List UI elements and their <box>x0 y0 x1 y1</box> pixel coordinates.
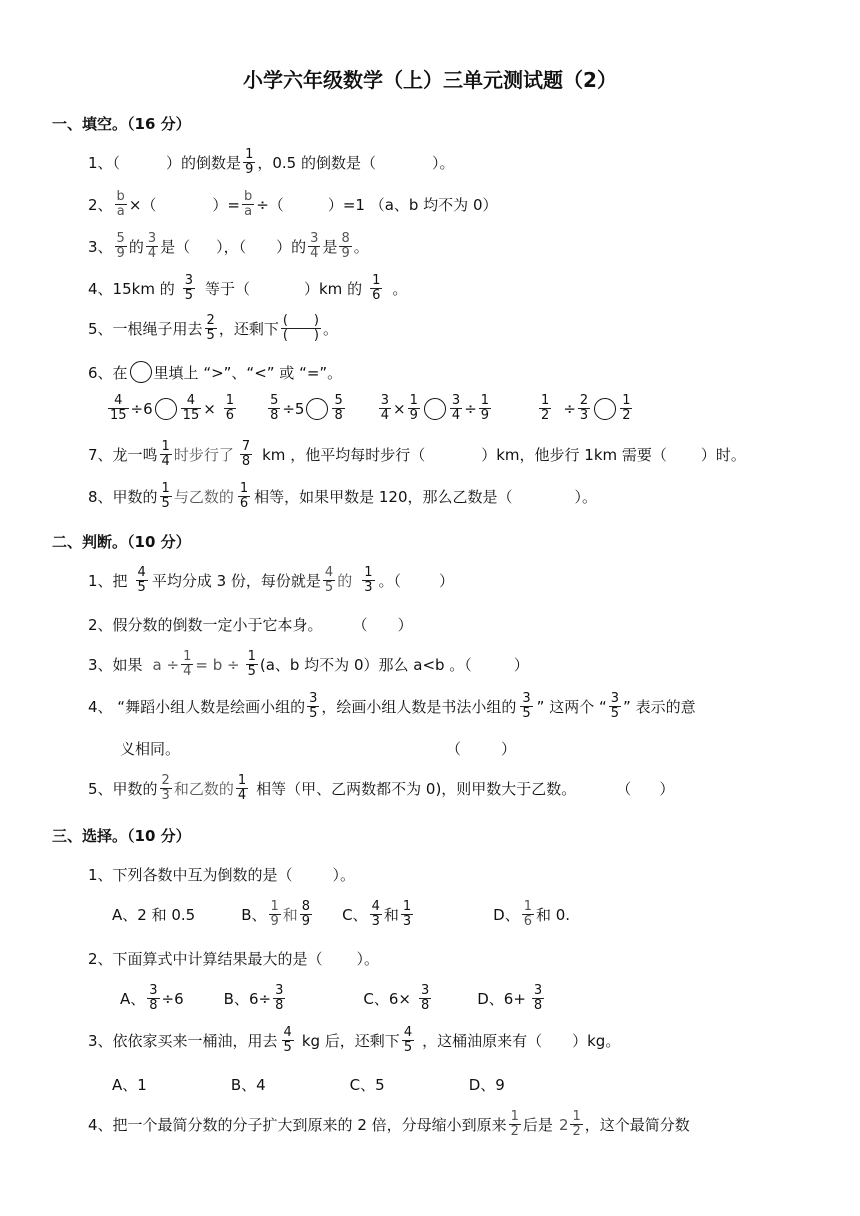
text: ，还剩下 <box>218 320 279 339</box>
question-fill-7 <box>88 440 746 470</box>
fraction <box>147 984 159 1014</box>
text: 是（ <box>160 238 191 257</box>
denominator: 8 <box>275 998 284 1014</box>
denominator: 8 <box>420 998 430 1014</box>
text: 时步行了 <box>173 446 234 465</box>
denominator: 6 <box>225 408 235 424</box>
section-heading-multiple-choice: 三、选择。（10 分） <box>52 827 191 845</box>
option-a[interactable]: A、1 <box>112 1076 147 1094</box>
fraction <box>181 394 202 424</box>
numerator: 1 <box>510 1109 519 1124</box>
text: 7、龙一鸣 <box>88 446 158 465</box>
fraction <box>339 232 351 262</box>
page-title: 小学六年级数学（上）三单元测试题（2） <box>243 68 617 92</box>
fraction <box>269 900 281 930</box>
fraction <box>307 692 319 722</box>
denominator: 5 <box>324 580 334 596</box>
compare-circle[interactable] <box>130 361 152 383</box>
text: 。（ <box>378 572 402 591</box>
numerator: 1 <box>239 481 249 496</box>
fraction <box>238 482 250 512</box>
question-judge-2 <box>88 614 413 635</box>
denominator: 6 <box>239 496 249 512</box>
operator: × <box>203 399 216 418</box>
denominator: 4 <box>451 408 461 424</box>
text: C、6× <box>363 990 411 1009</box>
question-fill-4 <box>88 274 407 304</box>
option-d[interactable] <box>477 984 546 1014</box>
denominator: 8 <box>270 408 279 424</box>
numerator: 1 <box>270 899 279 914</box>
fraction <box>408 394 420 424</box>
option-d[interactable] <box>493 900 570 930</box>
fraction <box>181 650 193 680</box>
numerator: 1 <box>161 439 170 454</box>
fraction <box>609 692 621 722</box>
denominator: 4 <box>310 246 319 262</box>
fraction <box>402 1026 414 1056</box>
question-fill-6 <box>88 361 342 383</box>
text: ，0.5 的倒数是（ <box>257 154 376 173</box>
text: 6、在 <box>88 363 128 382</box>
numerator: 1 <box>372 273 381 288</box>
fraction <box>532 984 544 1014</box>
numerator: 4 <box>186 393 196 408</box>
denominator: 4 <box>161 454 170 470</box>
text: 和乙数的 <box>173 780 234 799</box>
text: 4、15km 的 <box>88 280 175 299</box>
numerator: 8 <box>341 231 350 246</box>
text: 5、甲数的 <box>88 780 158 799</box>
denominator: 4 <box>147 246 157 262</box>
denominator: 5 <box>137 580 146 596</box>
text: 3、依依家买来一桶油，用去 <box>88 1032 278 1051</box>
denominator: 15 <box>182 408 200 424</box>
question-choice-1 <box>88 864 355 885</box>
fraction <box>300 900 312 930</box>
text: ÷（ <box>256 196 284 215</box>
denominator: 8 <box>533 998 543 1014</box>
text: 和 0. <box>535 906 571 925</box>
numerator: 3 <box>420 983 430 998</box>
fraction <box>115 190 127 220</box>
text: 义相同。 <box>120 740 181 758</box>
text: 与乙数的 <box>173 488 234 507</box>
numerator: 5 <box>116 231 125 246</box>
numerator: b <box>243 189 253 204</box>
question-fill-3 <box>88 232 369 262</box>
text: ） <box>397 616 413 634</box>
numerator: 4 <box>371 899 380 914</box>
denominator: 5 <box>161 496 170 512</box>
fraction <box>224 394 236 424</box>
whole-number: 2 <box>558 1115 569 1134</box>
numerator: 1 <box>523 899 532 914</box>
denominator: 3 <box>364 580 373 596</box>
numerator: 1 <box>402 899 412 914</box>
denominator: 2 <box>541 408 550 424</box>
compare-circle[interactable] <box>594 398 616 420</box>
denominator: 15 <box>110 408 127 424</box>
denominator: 5 <box>403 1040 413 1056</box>
denominator: 9 <box>301 914 311 930</box>
text: （ <box>352 616 368 634</box>
fraction <box>578 394 590 424</box>
fraction <box>160 774 172 804</box>
fraction <box>479 394 491 424</box>
numerator: 1 <box>237 773 247 788</box>
numerator: 1 <box>245 147 254 162</box>
fraction <box>243 148 255 178</box>
denominator: 5 <box>283 1040 292 1056</box>
fraction <box>146 232 158 262</box>
fraction <box>268 394 280 424</box>
section-heading-fill-blank: 一、填空。（16 分） <box>52 115 191 133</box>
question-choice-4 <box>88 1110 690 1140</box>
text: 和 <box>282 906 298 925</box>
text: ，这个最简分数 <box>584 1116 690 1135</box>
text: ） <box>513 656 529 675</box>
numerator: 4 <box>283 1025 292 1040</box>
fraction <box>236 774 248 804</box>
denominator: 3 <box>371 914 380 930</box>
question-judge-3 <box>88 650 529 680</box>
text: ）。 <box>356 950 380 968</box>
option-c[interactable] <box>363 984 433 1014</box>
text: 后是 <box>522 1116 553 1135</box>
text: ）的 <box>276 238 307 257</box>
denominator: 2 <box>572 1124 581 1140</box>
numerator: 1 <box>409 393 418 408</box>
fraction-blank[interactable] <box>281 314 321 344</box>
fraction <box>160 482 172 512</box>
fraction <box>108 394 129 424</box>
denominator: 4 <box>183 664 192 680</box>
option-d[interactable]: D、9 <box>468 1076 505 1094</box>
text: 平均分成 3 份，每份就是 <box>151 572 321 591</box>
option-a[interactable] <box>120 984 184 1014</box>
numerator: 4 <box>324 565 334 580</box>
denominator: 5 <box>206 328 215 344</box>
fraction <box>419 984 431 1014</box>
choice-options-1 <box>112 900 570 930</box>
option-b[interactable] <box>224 984 288 1014</box>
text: A、 <box>120 990 146 1009</box>
text: ）=1 （a、b 均不为 0） <box>327 196 498 215</box>
denominator: 4 <box>380 408 390 424</box>
text: ）。 <box>332 866 356 884</box>
denominator: 4 <box>237 788 247 804</box>
denominator: 9 <box>480 408 490 424</box>
text: ，绘画小组人数是书法小组的 <box>321 698 517 717</box>
numerator: 2 <box>161 773 170 788</box>
fraction <box>282 1026 294 1056</box>
choice-options-3 <box>112 1074 505 1095</box>
denominator: 6 <box>372 288 381 304</box>
denominator: a <box>244 204 253 220</box>
text: 4、 “舞蹈小组人数是绘画小组的 <box>88 698 306 717</box>
comparison-row <box>106 394 634 424</box>
operator: ÷ <box>563 399 576 418</box>
text: B、6÷ <box>223 990 272 1009</box>
numerator: 1 <box>183 649 192 664</box>
numerator: ( ) <box>282 313 319 328</box>
text: 的 <box>337 572 353 591</box>
compare-circle[interactable] <box>155 398 177 420</box>
text: 2、 <box>88 196 113 215</box>
fraction <box>401 900 413 930</box>
section-heading-true-false: 二、判断。（10 分） <box>52 533 191 551</box>
fraction <box>308 232 320 262</box>
text: 1、（ <box>88 154 121 173</box>
fraction <box>183 274 195 304</box>
text: 。 <box>353 238 369 257</box>
denominator: 3 <box>161 788 170 804</box>
text: D、6+ <box>477 990 526 1009</box>
fraction <box>160 440 172 470</box>
denominator: 6 <box>523 914 532 930</box>
text: ）。 <box>431 154 455 173</box>
text: 相等（甲、乙两数都不为 0)，则甲数大于乙数。 <box>256 780 577 799</box>
text: ” 这两个 “ <box>536 698 607 717</box>
denominator: 9 <box>116 246 125 262</box>
text: 和 <box>383 906 399 925</box>
text: 8、甲数的 <box>88 488 158 507</box>
numerator: 5 <box>270 393 279 408</box>
denominator: 2 <box>510 1124 519 1140</box>
text: 4、把一个最简分数的分子扩大到原来的 2 倍，分母缩小到原来 <box>88 1116 507 1135</box>
fraction <box>370 274 382 304</box>
question-fill-1 <box>88 148 454 178</box>
numerator: 1 <box>161 481 170 496</box>
numerator: 3 <box>522 691 531 706</box>
numerator: 3 <box>310 231 319 246</box>
text: ） <box>659 780 675 799</box>
text: 3、如果 <box>88 656 143 675</box>
fraction <box>362 566 374 596</box>
question-judge-5 <box>88 774 674 804</box>
operator: × <box>393 399 406 418</box>
text: 相等，如果甲数是 120，那么乙数是（ <box>254 488 513 507</box>
numerator: 3 <box>380 393 390 408</box>
option-b[interactable] <box>241 900 314 930</box>
numerator: 1 <box>364 565 373 580</box>
compare-circle[interactable] <box>424 398 446 420</box>
text: 3、 <box>88 238 113 257</box>
question-judge-1 <box>88 566 454 596</box>
fraction <box>539 394 551 424</box>
fraction <box>450 394 462 424</box>
operator: ÷ <box>464 399 477 418</box>
numerator: 2 <box>206 313 215 328</box>
denominator: 9 <box>341 246 350 262</box>
text: ）时。 <box>700 446 746 465</box>
numerator: 1 <box>225 393 235 408</box>
text: (a、b 均不为 0）那么 a<b 。（ <box>259 656 472 675</box>
question-fill-5 <box>88 314 338 344</box>
fraction <box>522 900 534 930</box>
numerator: 4 <box>137 565 146 580</box>
denominator: 5 <box>309 706 318 722</box>
text: ）km 的 <box>304 280 363 299</box>
text: ÷6 <box>161 989 184 1008</box>
fraction <box>570 1110 582 1140</box>
text: （ <box>616 780 632 799</box>
numerator: 1 <box>541 393 550 408</box>
numerator: 1 <box>572 1109 581 1124</box>
denominator: 3 <box>402 914 412 930</box>
question-choice-3 <box>88 1026 620 1056</box>
denominator: ( ) <box>282 328 319 344</box>
numerator: 7 <box>241 439 251 454</box>
fraction <box>509 1110 521 1140</box>
text: 。 <box>323 320 339 339</box>
text: 5、一根绳子用去 <box>88 320 203 339</box>
numerator: 4 <box>114 393 123 408</box>
question-judge-4 <box>88 692 696 722</box>
denominator: 8 <box>149 998 158 1014</box>
fraction <box>115 232 127 262</box>
text: a ÷ <box>152 655 180 674</box>
denominator: 9 <box>270 914 279 930</box>
text: 的 <box>128 238 144 257</box>
fraction <box>332 394 344 424</box>
fraction <box>242 190 254 220</box>
option-c[interactable]: C、5 <box>349 1076 385 1094</box>
text: ）的倒数是 <box>166 154 242 173</box>
denominator: 5 <box>247 664 256 680</box>
text: D、 <box>493 906 520 925</box>
fraction <box>240 440 252 470</box>
text: ）kg。 <box>572 1032 621 1051</box>
numerator: 1 <box>247 649 256 664</box>
text: 里填上 “>”、“<” 或 “=”。 <box>153 363 343 382</box>
numerator: 2 <box>579 393 589 408</box>
question-choice-2 <box>88 948 379 969</box>
numerator: 3 <box>147 231 157 246</box>
operator: ÷6 <box>130 399 153 418</box>
text: ）。 <box>574 488 598 507</box>
question-fill-2 <box>88 190 498 220</box>
numerator: 3 <box>451 393 461 408</box>
numerator: b <box>116 189 125 204</box>
text: ） <box>439 572 455 591</box>
text: C、 <box>342 906 368 925</box>
denominator: 3 <box>579 408 589 424</box>
text: 1、下列各数中互为倒数的是（ <box>88 866 293 884</box>
option-b[interactable]: B、4 <box>230 1076 266 1094</box>
numerator: 3 <box>275 983 284 998</box>
text: ），（ <box>216 238 247 257</box>
text: 2、假分数的倒数一定小于它本身。 <box>88 616 323 634</box>
text: B、 <box>241 906 267 925</box>
numerator: 3 <box>533 983 543 998</box>
denominator: 5 <box>522 706 531 722</box>
denominator: 5 <box>610 706 620 722</box>
text: ） <box>501 740 517 758</box>
fraction <box>323 566 335 596</box>
denominator: 8 <box>241 454 251 470</box>
fraction <box>520 692 532 722</box>
text: ×（ <box>128 196 157 215</box>
denominator: 2 <box>622 408 631 424</box>
fraction <box>370 900 382 930</box>
numerator: 1 <box>622 393 631 408</box>
fraction <box>379 394 391 424</box>
denominator: 5 <box>184 288 193 304</box>
text: 等于（ <box>204 280 250 299</box>
numerator: 5 <box>334 393 343 408</box>
text: ” 表示的意 <box>623 698 696 717</box>
fraction <box>273 984 285 1014</box>
denominator: 9 <box>245 162 254 178</box>
denominator: 9 <box>409 408 418 424</box>
option-c[interactable] <box>342 900 415 930</box>
option-a[interactable]: A、2 和 0.5 <box>112 906 196 925</box>
text: 1、把 <box>88 572 128 591</box>
operator: ÷5 <box>282 399 305 418</box>
numerator: 4 <box>403 1025 413 1040</box>
numerator: 1 <box>480 393 490 408</box>
text: 是 <box>322 238 338 257</box>
text: （ <box>446 740 462 758</box>
numerator: 3 <box>309 691 318 706</box>
fraction <box>205 314 217 344</box>
question-judge-4-cont <box>120 738 516 759</box>
text: km ，他平均每时步行（ <box>262 446 426 465</box>
text: ）= <box>212 196 240 215</box>
denominator: 8 <box>334 408 343 424</box>
numerator: 8 <box>301 899 311 914</box>
fraction <box>136 566 148 596</box>
numerator: 3 <box>184 273 193 288</box>
choice-options-2 <box>120 984 546 1014</box>
question-fill-8 <box>88 482 597 512</box>
text: ，这桶油原来有（ <box>422 1032 543 1051</box>
text: ）km，他步行 1km 需要（ <box>481 446 667 465</box>
compare-circle[interactable] <box>306 398 328 420</box>
numerator: 3 <box>149 983 158 998</box>
text: = b ÷ <box>195 655 240 674</box>
denominator: a <box>116 204 125 220</box>
numerator: 3 <box>610 691 620 706</box>
text: kg 后，还剩下 <box>301 1032 400 1051</box>
fraction <box>620 394 632 424</box>
fraction <box>246 650 258 680</box>
text: 。 <box>392 280 408 299</box>
text: 2、下面算式中计算结果最大的是（ <box>88 950 323 968</box>
